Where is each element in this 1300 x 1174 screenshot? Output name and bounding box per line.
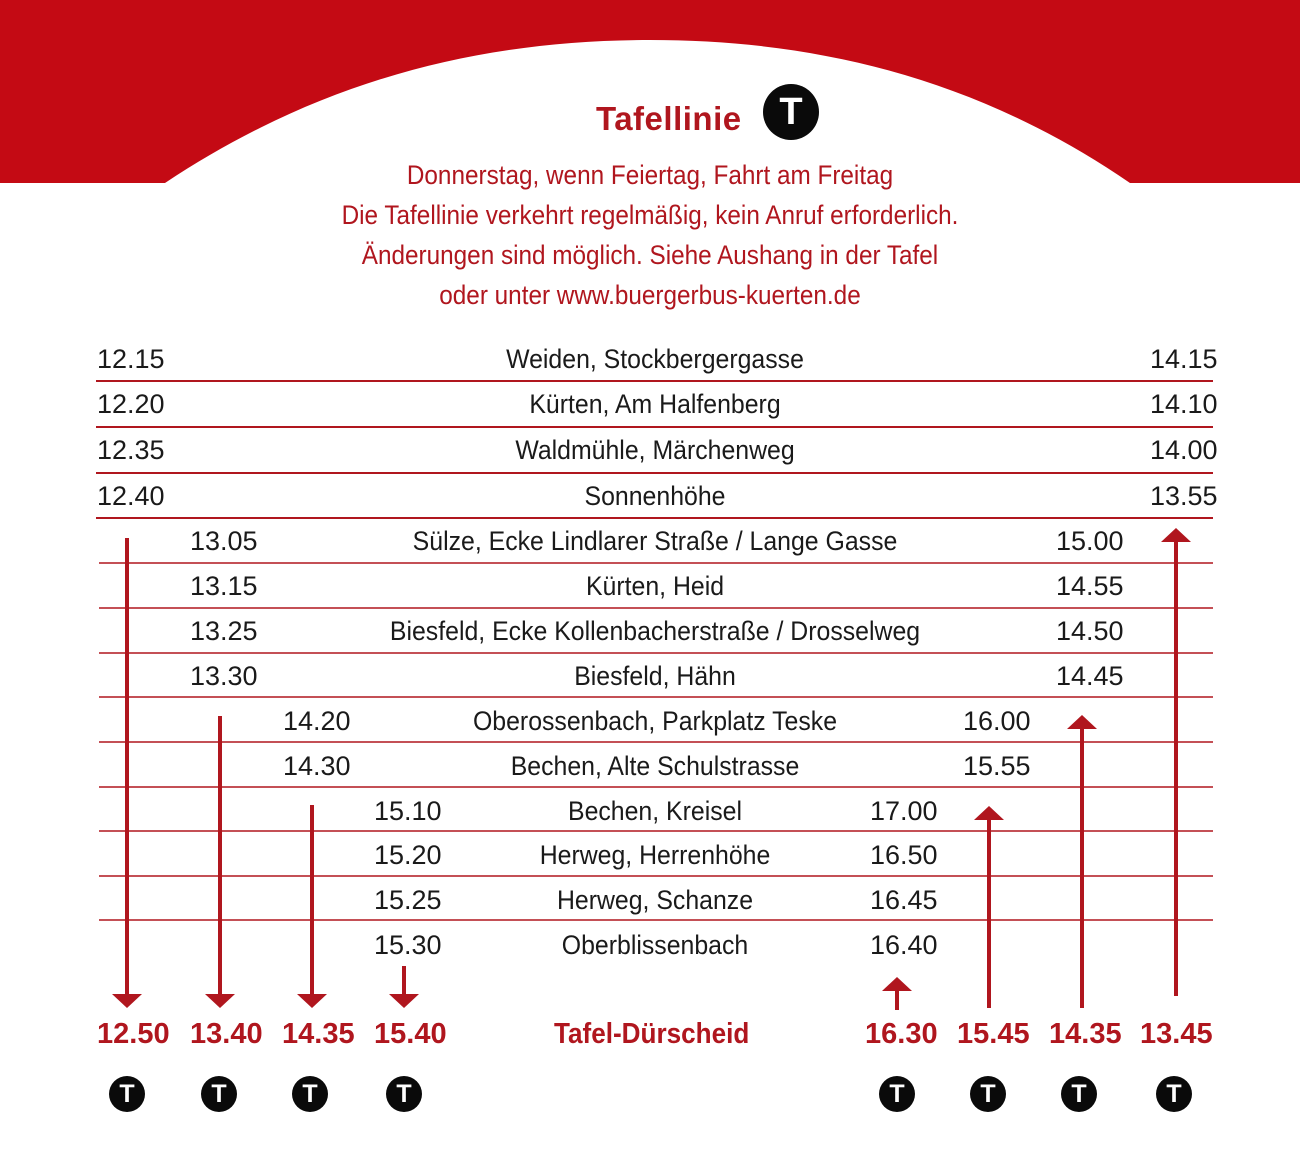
return-time: 16.45	[870, 885, 938, 915]
table-row	[0, 565, 1300, 610]
line-title: Tafellinie	[596, 100, 742, 137]
stop-name: Biesfeld, Hähn	[574, 661, 736, 691]
table-row	[0, 610, 1300, 655]
t-badge-icon: T	[970, 1076, 1006, 1112]
red-arch-banner	[0, 0, 1300, 183]
table-row	[0, 475, 1300, 520]
return-time: 14.55	[1056, 571, 1124, 601]
outbound-time: 15.30	[374, 930, 442, 960]
arrival-time: 13.40	[190, 1018, 263, 1050]
table-row	[0, 834, 1300, 879]
return-time: 14.00	[1150, 435, 1218, 465]
t-badge-icon: T	[201, 1076, 237, 1112]
stop-name: Waldmühle, Märchenweg	[515, 435, 795, 465]
down-arrow-icon	[389, 966, 419, 1008]
return-time: 14.50	[1056, 616, 1124, 646]
outbound-time: 12.20	[97, 389, 165, 419]
outbound-time: 13.30	[190, 661, 258, 691]
outbound-time: 15.10	[374, 796, 442, 826]
table-row	[0, 790, 1300, 835]
return-time: 17.00	[870, 796, 938, 826]
table-row	[0, 383, 1300, 428]
table-row	[0, 429, 1300, 474]
stop-name: Biesfeld, Ecke Kollenbacherstraße / Drosselweg	[389, 616, 921, 646]
outbound-time: 15.20	[374, 840, 442, 870]
t-badge-icon: T	[292, 1076, 328, 1112]
outbound-time: 13.05	[190, 526, 258, 556]
t-badge-icon: T	[879, 1076, 915, 1112]
outbound-time: 12.15	[97, 344, 165, 374]
t-badge-icon: T	[1061, 1076, 1097, 1112]
table-row	[0, 520, 1300, 565]
table-row	[0, 745, 1300, 790]
return-time: 14.10	[1150, 389, 1218, 419]
stop-name: Oberblissenbach	[561, 930, 749, 960]
arrival-time: 14.35	[282, 1018, 355, 1050]
t-badge-icon: T	[1156, 1076, 1192, 1112]
outbound-time: 12.40	[97, 481, 165, 511]
intro-line-2: Die Tafellinie verkehrt regelmäßig, kein Anruf erforderlich.	[341, 200, 959, 230]
intro-line-1: Donnerstag, wenn Feiertag, Fahrt am Freitag	[406, 160, 894, 190]
intro-line-4: oder unter www.buergerbus-kuerten.de	[439, 280, 861, 310]
return-time: 14.45	[1056, 661, 1124, 691]
departure-time: 15.45	[957, 1018, 1030, 1050]
stop-name: Oberossenbach, Parkplatz Teske	[472, 706, 838, 736]
stop-name: Sülze, Ecke Lindlarer Straße / Lange Gasse	[412, 526, 898, 556]
table-row	[0, 338, 1300, 383]
destination-label: Tafel-Dürscheid	[554, 1018, 750, 1050]
t-badge-icon: T	[109, 1076, 145, 1112]
stop-name: Bechen, Alte Schulstrasse	[510, 751, 800, 781]
outbound-time: 14.30	[283, 751, 351, 781]
return-time: 16.40	[870, 930, 938, 960]
outbound-time: 15.25	[374, 885, 442, 915]
return-time: 15.55	[963, 751, 1031, 781]
return-time: 15.00	[1056, 526, 1124, 556]
table-row	[0, 655, 1300, 700]
outbound-time: 12.35	[97, 435, 165, 465]
stop-name: Herweg, Herrenhöhe	[539, 840, 771, 870]
table-row	[0, 879, 1300, 924]
stop-name: Bechen, Kreisel	[568, 796, 742, 826]
return-time: 14.15	[1150, 344, 1218, 374]
arrival-time: 15.40	[374, 1018, 447, 1050]
arrival-time: 12.50	[97, 1018, 170, 1050]
table-row	[0, 700, 1300, 745]
stop-name: Kürten, Heid	[585, 571, 725, 601]
stop-name: Herweg, Schanze	[556, 885, 754, 915]
table-row	[0, 924, 1300, 969]
outbound-time: 13.15	[190, 571, 258, 601]
departure-time: 13.45	[1140, 1018, 1213, 1050]
intro-line-3: Änderungen sind möglich. Siehe Aushang in der Tafel	[361, 240, 939, 270]
stop-name: Weiden, Stockbergergasse	[506, 344, 804, 374]
up-arrow-icon	[882, 977, 912, 1010]
departure-time: 16.30	[865, 1018, 938, 1050]
return-time: 13.55	[1150, 481, 1218, 511]
return-time: 16.50	[870, 840, 938, 870]
tafellinie-t-badge-icon: T	[763, 84, 819, 140]
outbound-time: 14.20	[283, 706, 351, 736]
stop-name: Kürten, Am Halfenberg	[529, 389, 781, 419]
departure-time: 14.35	[1049, 1018, 1122, 1050]
t-badge-icon: T	[386, 1076, 422, 1112]
return-time: 16.00	[963, 706, 1031, 736]
stop-name: Sonnenhöhe	[584, 481, 726, 511]
outbound-time: 13.25	[190, 616, 258, 646]
